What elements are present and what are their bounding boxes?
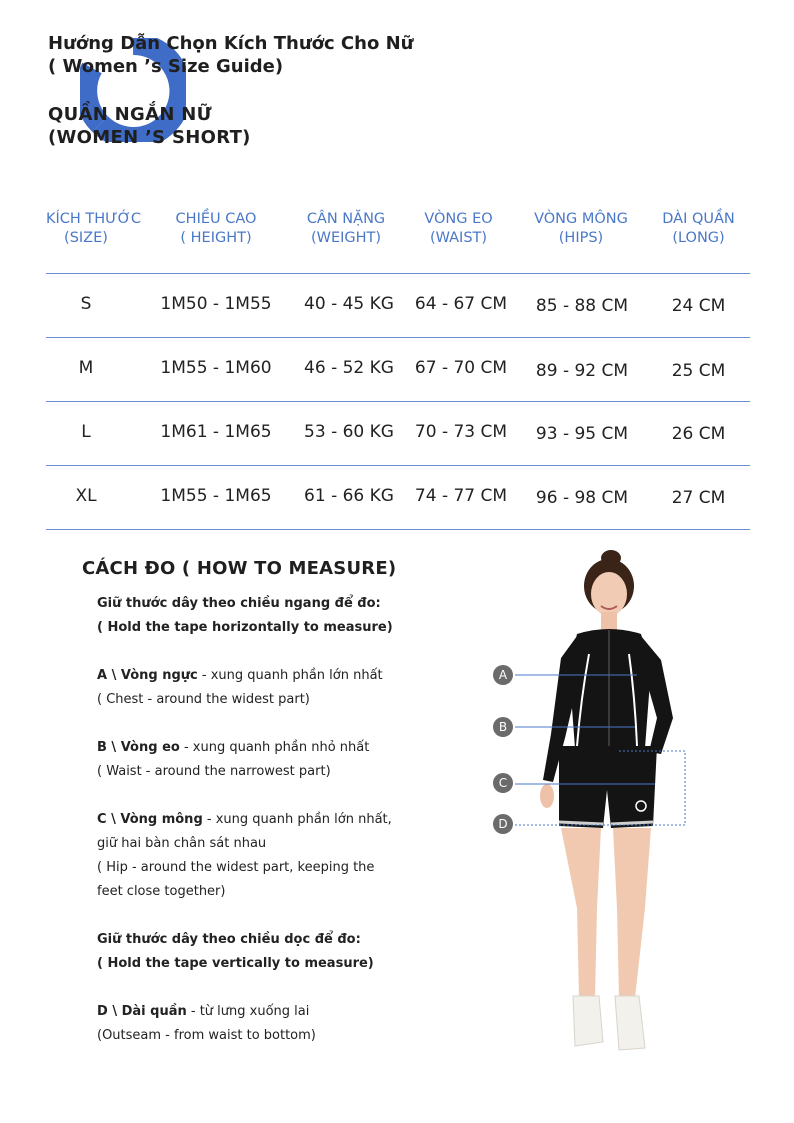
waist-desc: - xung quanh phần nhỏ nhất [179, 740, 370, 755]
model-figure [485, 548, 705, 1058]
how-to-measure-instructions [97, 592, 427, 1048]
cell-size: M [78, 358, 94, 378]
cell-hips: 96 - 98 CM [535, 488, 629, 508]
cell-weight: 61 - 66 KG [304, 486, 394, 506]
header-height-vi: CHIỀU CAO [175, 211, 257, 227]
how-to-measure-title: CÁCH ĐO ( HOW TO MEASURE) [82, 558, 397, 579]
cell-waist: 67 - 70 CM [414, 358, 508, 378]
table-row [46, 401, 750, 465]
header-waist [406, 210, 511, 248]
chest-label: A \ Vòng ngực [97, 668, 198, 683]
header-weight [291, 210, 401, 248]
hip-instruction-en-2: feet close together) [97, 884, 226, 899]
title-block [48, 32, 413, 78]
vertical-instruction-en: ( Hold the tape vertically to measure) [97, 956, 374, 971]
waist-instruction [97, 736, 427, 760]
header-hips-en: (HIPS) [558, 230, 604, 246]
product-en: (WOMEN ’S SHORT) [48, 127, 251, 148]
size-table [46, 210, 750, 530]
table-row [46, 337, 750, 401]
table-header [46, 210, 750, 273]
outseam-instruction [97, 1000, 427, 1024]
header-waist-vi: VÒNG EO [424, 211, 493, 227]
hip-instruction-en-1: ( Hip - around the widest part, keeping the [97, 860, 375, 875]
hip-instruction [97, 808, 427, 832]
cell-waist: 64 - 67 CM [414, 294, 508, 314]
cell-long: 25 CM [671, 361, 726, 381]
vertical-instruction-vi: Giữ thước dây theo chiều dọc để đo: [97, 932, 361, 947]
header-height [156, 210, 276, 248]
cell-height: 1M55 - 1M65 [160, 486, 272, 506]
chest-instruction [97, 664, 427, 688]
cell-size: S [80, 294, 92, 314]
outseam-instruction-en: (Outseam - from waist to bottom) [97, 1028, 316, 1043]
header-long-en: (LONG) [672, 230, 725, 246]
hip-desc: - xung quanh phần lớn nhất, [202, 812, 392, 827]
cell-height: 1M50 - 1M55 [160, 294, 272, 314]
table-row [46, 465, 750, 530]
cell-long: 24 CM [671, 296, 726, 316]
marker-d: D [493, 814, 513, 834]
cell-size: XL [75, 486, 97, 506]
cell-hips: 85 - 88 CM [535, 296, 629, 316]
title-vi: Hướng Dẫn Chọn Kích Thước Cho Nữ [48, 33, 414, 54]
outseam-label: D \ Dài quần [97, 1004, 187, 1019]
cell-size: L [81, 422, 91, 442]
header-hips [521, 210, 641, 248]
chest-instruction-en: ( Chest - around the widest part) [97, 692, 310, 707]
header-long-vi: DÀI QUẦN [662, 211, 735, 227]
cell-height: 1M61 - 1M65 [160, 422, 272, 442]
waist-label: B \ Vòng eo [97, 740, 180, 755]
horizontal-instruction-vi: Giữ thước dây theo chiều ngang để đo: [97, 596, 381, 611]
marker-c: C [493, 773, 513, 793]
chest-desc: - xung quanh phần lớn nhất [197, 668, 383, 683]
header-size-vi: KÍCH THƯỚC [46, 211, 141, 227]
cell-height: 1M55 - 1M60 [160, 358, 272, 378]
product-vi: QUẦN NGẮN NỮ [48, 104, 212, 125]
horizontal-instruction-en: ( Hold the tape horizontally to measure) [97, 620, 393, 635]
header-hips-vi: VÒNG MÔNG [534, 211, 628, 227]
header-long [651, 210, 746, 248]
table-row [46, 273, 750, 337]
cell-waist: 74 - 77 CM [414, 486, 508, 506]
header-waist-en: (WAIST) [429, 230, 488, 246]
cell-long: 26 CM [671, 424, 726, 444]
header-weight-vi: CÂN NẶNG [306, 211, 386, 227]
product-heading [48, 103, 251, 149]
header-size-en: (SIZE) [64, 230, 108, 246]
cell-hips: 89 - 92 CM [535, 361, 629, 381]
marker-a: A [493, 665, 513, 685]
cell-hips: 93 - 95 CM [535, 424, 629, 444]
cell-weight: 46 - 52 KG [304, 358, 394, 378]
cell-weight: 53 - 60 KG [304, 422, 394, 442]
hip-instruction-2: giữ hai bàn chân sát nhau [97, 836, 267, 851]
cell-weight: 40 - 45 KG [304, 294, 394, 314]
hip-label: C \ Vòng mông [97, 812, 203, 827]
header-size [46, 210, 141, 248]
header-weight-en: (WEIGHT) [310, 230, 382, 246]
model-illustration [485, 548, 705, 1058]
title-en: ( Women ’s Size Guide) [48, 56, 284, 77]
waist-instruction-en: ( Waist - around the narrowest part) [97, 764, 331, 779]
marker-b: B [493, 717, 513, 737]
cell-long: 27 CM [671, 488, 726, 508]
cell-waist: 70 - 73 CM [414, 422, 508, 442]
outseam-desc: - từ lưng xuống lai [186, 1004, 310, 1019]
header-height-en: ( HEIGHT) [180, 230, 252, 246]
